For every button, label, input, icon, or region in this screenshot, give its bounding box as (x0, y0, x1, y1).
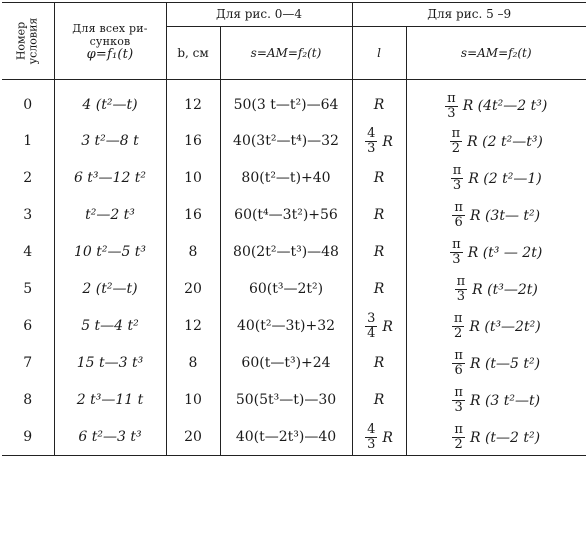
cell-l: R (352, 381, 406, 418)
cell-b: 20 (166, 270, 220, 307)
cell-condition-number: 4 (23, 243, 33, 260)
cell-phi: 2 t³—11 t (54, 381, 166, 418)
table-row (2, 270, 586, 307)
cell-phi: 6 t²—3 t³ (54, 418, 166, 456)
cell-s-arc-am: $\frac{\pi}{2}$ R (t—2 t²) (406, 418, 586, 456)
cell-s-am: 50(5t³—t)—30 (220, 381, 352, 418)
l-coefficient-fraction: $\frac{3}{4}$ (367, 311, 376, 341)
pi-fraction: $\frac{\pi}{3}$ (452, 237, 461, 267)
header-s-am: s=AM=f₂(t) (220, 26, 352, 79)
cell-s-am: 80(2t²—t³)—48 (220, 233, 352, 270)
table-row (2, 196, 586, 233)
table-row (2, 233, 586, 270)
pi-fraction: $\frac{\pi}{2}$ (454, 422, 463, 452)
cell-s-arc-am: $\frac{\pi}{2}$ R (2 t²—t³) (406, 122, 586, 159)
header-all-figures: Для всех ри- сунков φ=f₁(t) (54, 3, 166, 80)
cell-b: 20 (166, 418, 220, 456)
cell-s-am: 80(t²—t)+40 (220, 159, 352, 196)
cell-condition-number: 3 (23, 206, 33, 223)
cell-l: R (352, 196, 406, 233)
cell-condition-number: 8 (23, 391, 33, 408)
cell-s-am: 40(3t²—t⁴)—32 (220, 122, 352, 159)
conditions-table (2, 2, 586, 456)
cell-s-arc-am: $\frac{\pi}{6}$ R (3t— t²) (406, 196, 586, 233)
cell-condition-number: 7 (23, 354, 33, 371)
header-condition-number: Номер условия (14, 17, 40, 64)
cell-phi: 5 t—4 t² (54, 307, 166, 344)
cell-s-arc-am: $\frac{\pi}{3}$ R (4t²—2 t³) (406, 80, 586, 123)
cell-condition-number: 1 (23, 132, 33, 149)
table-row (2, 418, 586, 456)
cell-l: R (352, 159, 406, 196)
table-row (2, 381, 586, 418)
cell-l: $\frac{4}{3}$ R (352, 418, 406, 456)
cell-condition-number: 9 (23, 428, 33, 445)
cell-s-arc-am: $\frac{\pi}{3}$ R (3 t²—t) (406, 381, 586, 418)
cell-phi: 6 t³—12 t² (54, 159, 166, 196)
cell-b: 10 (166, 159, 220, 196)
pi-fraction: $\frac{\pi}{2}$ (453, 311, 463, 341)
cell-b: 12 (166, 80, 220, 123)
cell-condition-number: 5 (23, 280, 33, 297)
cell-s-arc-am: $\frac{\pi}{3}$ R (t³ — 2t) (406, 233, 586, 270)
pi-fraction: $\frac{\pi}{3}$ (456, 274, 466, 304)
table-row (2, 159, 586, 196)
cell-b: 10 (166, 381, 220, 418)
cell-condition-number: 2 (23, 169, 33, 186)
cell-b: 16 (166, 122, 220, 159)
cell-l: R (352, 344, 406, 381)
header-group-fig-0-4: Для рис. 0—4 (166, 3, 352, 27)
header-s-arc-am: s=AM=f₂(t) (406, 26, 586, 79)
pi-fraction: $\frac{\pi}{2}$ (451, 126, 461, 156)
cell-s-am: 50(3 t—t²)—64 (220, 80, 352, 123)
cell-condition-number: 6 (23, 317, 33, 334)
cell-b: 12 (166, 307, 220, 344)
cell-phi: 15 t—3 t³ (54, 344, 166, 381)
table-row (2, 344, 586, 381)
cell-s-am: 40(t—2t³)—40 (220, 418, 352, 456)
table-row (2, 122, 586, 159)
pi-fraction: $\frac{\pi}{3}$ (454, 385, 463, 415)
cell-phi: 4 (t²—t) (54, 80, 166, 123)
cell-l: R (352, 80, 406, 123)
table-body (2, 80, 586, 456)
pi-fraction: $\frac{\pi}{6}$ (454, 348, 463, 378)
cell-l: R (352, 233, 406, 270)
cell-s-am: 60(t—t³)+24 (220, 344, 352, 381)
pi-fraction: $\frac{\pi}{6}$ (454, 200, 463, 230)
cell-l: $\frac{3}{4}$ R (352, 307, 406, 344)
cell-s-am: 60(t³—2t²) (220, 270, 352, 307)
cell-s-arc-am: $\frac{\pi}{3}$ R (t³—2t) (406, 270, 586, 307)
header-group-fig-5-9: Для рис. 5 –9 (352, 3, 586, 27)
cell-s-arc-am: $\frac{\pi}{2}$ R (t³—2t²) (406, 307, 586, 344)
cell-condition-number: 0 (23, 97, 33, 113)
cell-s-arc-am: $\frac{\pi}{3}$ R (2 t²—1) (406, 159, 586, 196)
header-l: l (352, 26, 406, 79)
header-b-cm: b, см (166, 26, 220, 79)
cell-phi: t²—2 t³ (54, 196, 166, 233)
cell-s-arc-am: $\frac{\pi}{6}$ R (t—5 t²) (406, 344, 586, 381)
pi-fraction: $\frac{\pi}{3}$ (447, 90, 456, 121)
cell-phi: 10 t²—5 t³ (54, 233, 166, 270)
table-row (2, 80, 586, 123)
cell-phi: 2 (t²—t) (54, 270, 166, 307)
l-coefficient-fraction: $\frac{4}{3}$ (367, 422, 376, 452)
table-row (2, 307, 586, 344)
cell-phi: 3 t²—8 t (54, 122, 166, 159)
cell-b: 8 (166, 233, 220, 270)
cell-b: 8 (166, 344, 220, 381)
cell-l: R (352, 270, 406, 307)
cell-b: 16 (166, 196, 220, 233)
pi-fraction: $\frac{\pi}{3}$ (452, 163, 462, 193)
l-coefficient-fraction: $\frac{4}{3}$ (367, 126, 376, 156)
cell-s-am: 40(t²—3t)+32 (220, 307, 352, 344)
cell-s-am: 60(t⁴—3t²)+56 (220, 196, 352, 233)
cell-l: $\frac{4}{3}$ R (352, 122, 406, 159)
